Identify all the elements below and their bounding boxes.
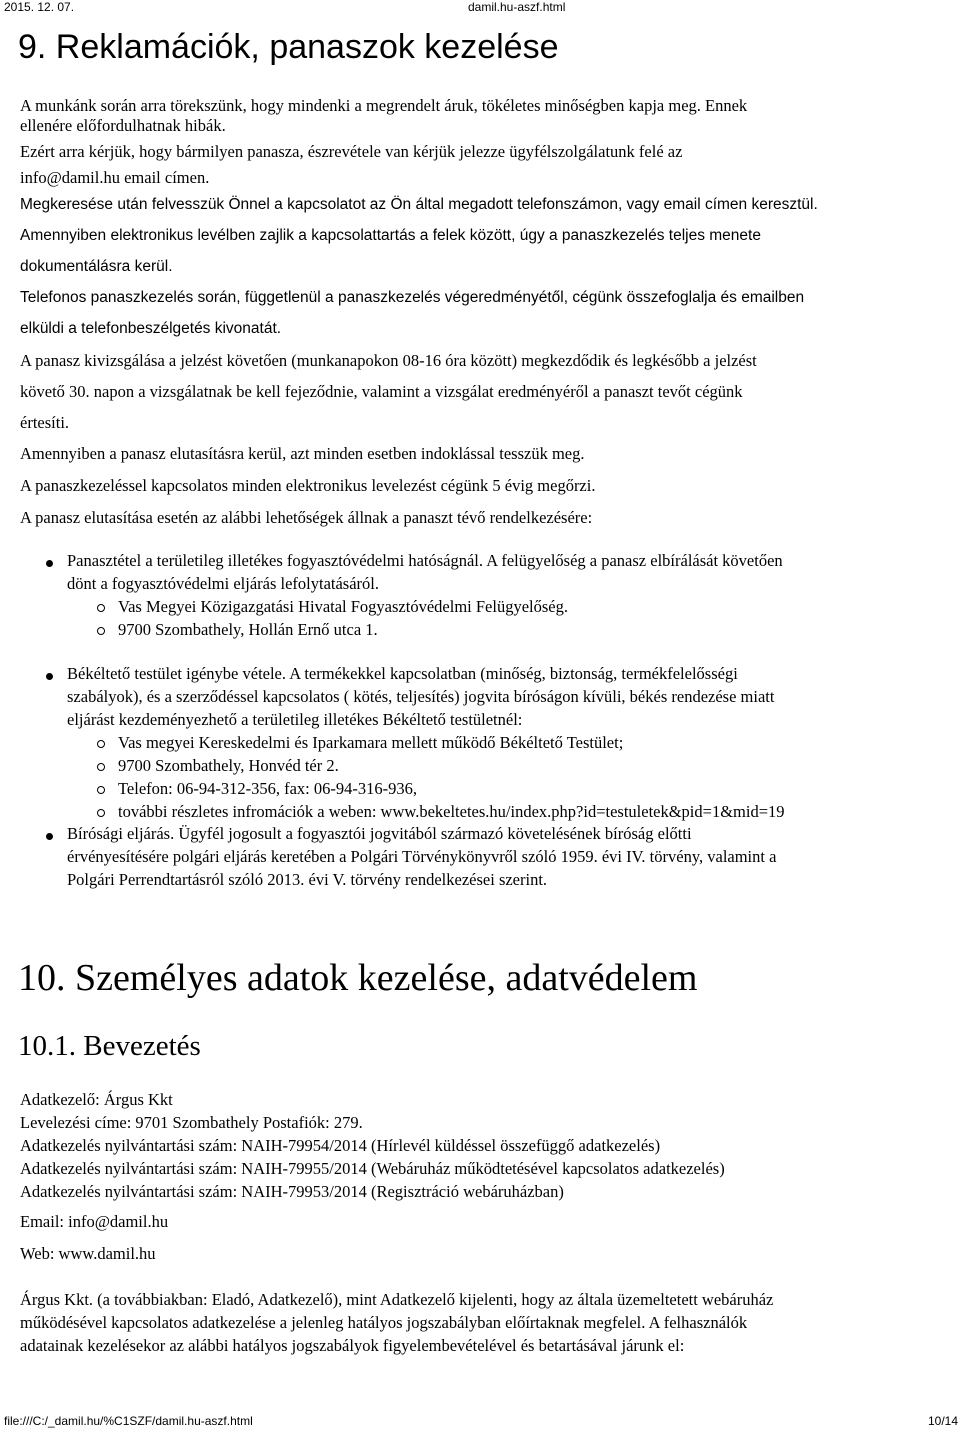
option-line: Békéltető testület igénybe vétele. A termékekkel kapcsolatban (minőség, biztonság, termékfelelősségi (67, 664, 738, 683)
bullet-icon (46, 560, 53, 567)
print-file-path: file:///C:/_damil.hu/%C1SZF/damil.hu-aszf.html (4, 1414, 253, 1428)
sans-line: dokumentálásra kerül. (20, 258, 173, 275)
info-line: Adatkezelés nyilvántartási szám: NAIH-79954/2014 (Hírlevél küldéssel összefüggő adatkezelés) (20, 1136, 661, 1155)
bullet-icon (46, 833, 53, 840)
info-line: Adatkezelés nyilvántartási szám: NAIH-79955/2014 (Webáruház működtetésével kapcsolatos adatkezelés) (20, 1159, 725, 1178)
serif-line: A panasz elutasítása esetén az alábbi lehetőségek állnak a panaszt tévő rendelkezésére: (20, 508, 593, 527)
email-line: Email: info@damil.hu (20, 1212, 169, 1231)
option-sub-line: Telefon: 06-94-312-356, fax: 06-94-316-936, (118, 779, 417, 798)
serif-line: A panasz kivizsgálása a jelzést követően (munkanapokon 08-16 óra között) megkezdődik és legkésőbb a jelzést (20, 351, 757, 370)
print-title: damil.hu-aszf.html (468, 0, 566, 14)
sans-line: Telefonos panaszkezelés során, függetlenül a panaszkezelés végeredményétől, cégünk összefoglalja és emailben (20, 289, 805, 306)
web-line: Web: www.damil.hu (20, 1244, 156, 1263)
option-line: érvényesítésére polgári eljárás keretében a Polgári Törvénykönyvről szóló 1959. évi IV. törvény, valamint a (67, 847, 777, 866)
serif-line: Amennyiben a panasz elutasításra kerül, azt minden esetben indoklással tesszük meg. (20, 444, 585, 463)
intro-line: A munkánk során arra törekszünk, hogy mindenki a megrendelt áruk, tökéletes minőségben kapja meg. Ennek (20, 96, 748, 115)
section-9-intro (20, 96, 747, 188)
option-line: szabályok), és a szerződéssel kapcsolatos ( kötés, teljesítés) jogvita bíróságon kívüli, békés rendezése miatt (67, 687, 775, 706)
section-9-title: 9. Reklamációk, panaszok kezelése (18, 28, 559, 66)
info-line: Adatkezelés nyilvántartási szám: NAIH-79953/2014 (Regisztráció webáruházban) (20, 1182, 564, 1201)
serif-line: követő 30. napon a vizsgálatnak be kell fejeződnie, valamint a vizsgálat eredményéről a panaszt tevőt cégünk (20, 382, 743, 401)
intro-line: ellenére előfordulhatnak hibák. (20, 116, 226, 135)
serif-line: értesíti. (20, 413, 70, 432)
option-line: Panasztétel a területileg illetékes fogyasztóvédelmi hatóságnál. A felügyelőség a panasz elbírálását követően (67, 551, 783, 570)
print-date: 2015. 12. 07. (4, 0, 75, 14)
circle-bullet-icon (97, 809, 105, 817)
option-line: Polgári Perrendtartásról szóló 2013. évi V. törvény rendelkezései szerint. (67, 870, 548, 889)
sans-line: Megkeresése után felvesszük Önnel a kapcsolatot az Ön által megadott telefonszámon, vagy email címen keresztül. (20, 196, 818, 213)
option-sub-line: 9700 Szombathely, Hollán Ernő utca 1. (118, 620, 378, 639)
section-10-title: 10. Személyes adatok kezelése, adatvédelem (18, 957, 698, 999)
intro-line: Ezért arra kérjük, hogy bármilyen panasza, észrevétele van kérjük jelezze ügyfélszolgálatunk felé az (20, 142, 683, 161)
closing-line: adatainak kezelésekor az alábbi hatályos jogszabályok figyelembevételével és betartásával járunk el: (20, 1336, 685, 1355)
option-sub-line: Vas Megyei Közigazgatási Hivatal Fogyasztóvédelmi Felügyelőség. (118, 597, 568, 616)
closing-line: működésével kapcsolatos adatkezelése a jelenleg hatályos jogszabályban előírtaknak megfelel. A felhasználók (20, 1313, 748, 1332)
option-line: dönt a fogyasztóvédelmi eljárás lefolytatásáról. (67, 574, 380, 593)
circle-bullet-icon (97, 740, 105, 748)
bullet-icon (46, 673, 53, 680)
page-number: 10/14 (928, 1414, 959, 1428)
sans-line: elküldi a telefonbeszélgetés kivonatát. (20, 320, 282, 337)
circle-bullet-icon (97, 604, 105, 612)
sans-line: Amennyiben elektronikus levélben zajlik a kapcsolattartás a felek között, úgy a panaszkezelés teljes menete (20, 227, 761, 244)
circle-bullet-icon (97, 763, 105, 771)
info-line: Adatkezelő: Árgus Kkt (20, 1090, 173, 1109)
section-10-1-subtitle: 10.1. Bevezetés (18, 1030, 201, 1062)
closing-line: Árgus Kkt. (a továbbiakban: Eladó, Adatkezelő), mint Adatkezelő kijelenti, hogy az általa üzemeltetett webáruház (20, 1290, 774, 1309)
serif-line: A panaszkezeléssel kapcsolatos minden elektronikus levelezést cégünk 5 évig megőrzi. (20, 476, 596, 495)
info-line: Levelezési címe: 9701 Szombathely Postafiók: 279. (20, 1113, 363, 1132)
option-line: eljárást kezdeményezhető a területileg illetékes Békéltető testületnél: (67, 710, 523, 729)
option-sub-line: Vas megyei Kereskedelmi és Iparkamara mellett működő Békéltető Testület; (118, 733, 624, 752)
option-line: Bírósági eljárás. Ügyfél jogosult a fogyasztói jogvitából származó követelésének bíróság előtti (67, 824, 692, 843)
option-sub-line: 9700 Szombathely, Honvéd tér 2. (118, 756, 339, 775)
intro-line: info@damil.hu email címen. (20, 168, 210, 187)
circle-bullet-icon (97, 786, 105, 794)
option-sub-line: további részletes infromációk a weben: www.bekeltetes.hu/index.php?id=testuletek&pid=1&mid=19 (118, 802, 785, 821)
circle-bullet-icon (97, 627, 105, 635)
